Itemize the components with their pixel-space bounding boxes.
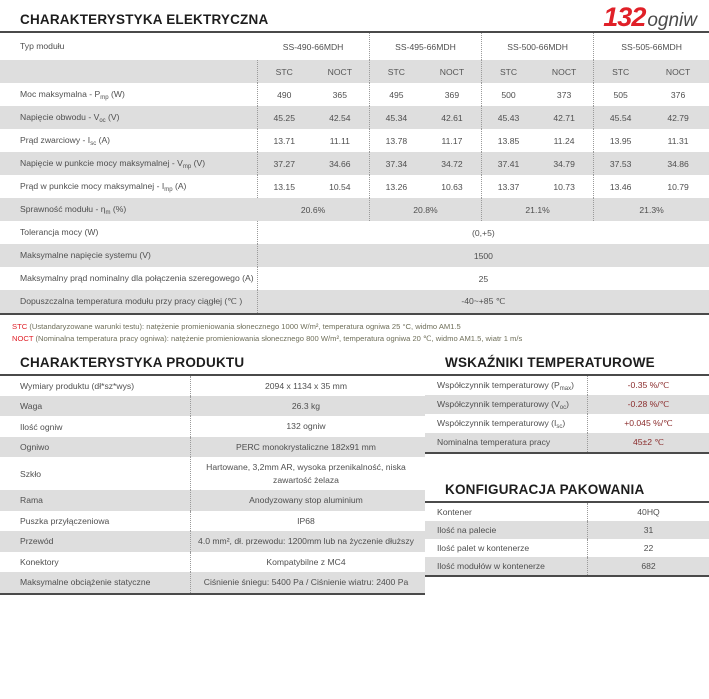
electrical-span-value: 25 (257, 267, 709, 290)
temperature-row-label: Współczynnik temperaturowy $(V_{oc})$ (425, 395, 588, 414)
efficiency-value: 21.1% (482, 198, 594, 221)
electrical-row-value: 45.54 (594, 106, 648, 129)
electrical-row (0, 175, 709, 198)
product-row-label: Puszka przyłączeniowa (0, 511, 191, 531)
electrical-row-value: 37.41 (482, 152, 536, 175)
temperature-row-label: Nominalna temperatura pracy (425, 433, 588, 452)
condition-header-noct: NOCT (423, 60, 482, 83)
packaging-row (425, 521, 709, 539)
product-row-value: Anodyzowany stop aluminium (191, 490, 426, 510)
electrical-span-row (0, 244, 709, 267)
electrical-row-value: 10.79 (647, 175, 709, 198)
packaging-row (425, 557, 709, 575)
product-row-value: 132 ogniw (191, 416, 426, 436)
footnote-stc-tag: STC (12, 322, 28, 331)
product-row-value: Kompatybilne z MC4 (191, 552, 426, 572)
efficiency-value: 20.8% (369, 198, 481, 221)
electrical-row-value: 505 (594, 83, 648, 106)
electrical-span-label: Maksymalne napięcie systemu (V) (0, 244, 257, 267)
right-column (425, 355, 709, 595)
electrical-row-value: 34.66 (311, 152, 370, 175)
condition-header-blank (0, 60, 257, 83)
electrical-row-label: Prąd w punkcie mocy maksymalnej - $I_{mp}$ (A) (0, 175, 257, 198)
packaging-row-value: 31 (588, 521, 709, 539)
electrical-span-value: (0,+5) (257, 221, 709, 244)
packaging-configuration-table (425, 503, 709, 575)
module-type-value: SS-500-66MDH (482, 33, 594, 60)
electrical-span-row (0, 290, 709, 313)
electrical-row-value: 500 (482, 83, 536, 106)
temperature-row-value: +0.045 %/℃ (588, 414, 709, 433)
temperature-row (425, 414, 709, 433)
electrical-row-value: 365 (311, 83, 370, 106)
product-section-title: CHARAKTERYSTYKA PRODUKTU (20, 354, 245, 370)
electrical-row-label: Napięcie obwodu - $V_{oc}$ (V) (0, 106, 257, 129)
product-row-label: Maksymalne obciążenie statyczne (0, 572, 191, 592)
packaging-row-label: Ilość na palecie (425, 521, 588, 539)
product-row (0, 416, 425, 436)
cell-count-number: 132 (603, 2, 646, 32)
electrical-row-value: 373 (535, 83, 594, 106)
electrical-row-value: 13.71 (257, 129, 311, 152)
product-row-label: Szkło (0, 457, 191, 490)
electrical-span-row (0, 267, 709, 290)
product-row-value: Ciśnienie śniegu: 5400 Pa / Ciśnienie wiatru: 2400 Pa (191, 572, 426, 592)
condition-header-stc: STC (257, 60, 311, 83)
module-type-label: Typ modułu (0, 33, 257, 60)
product-characteristics-table (0, 376, 425, 593)
electrical-section-title: CHARAKTERYSTYKA ELEKTRYCZNA (20, 12, 269, 27)
packaging-row-label: Kontener (425, 503, 588, 521)
product-row (0, 490, 425, 510)
footnote-noct-tag: NOCT (12, 333, 34, 343)
temperature-row (425, 395, 709, 414)
electrical-row-value: 42.71 (535, 106, 594, 129)
electrical-row-value: 10.73 (535, 175, 594, 198)
product-column (0, 355, 425, 595)
footnote-noct-text: (Nominalna temperatura pracy ogniwa): natężenie promieniowania słonecznego 800 W/m², temperatura ogniwa 20 ℃, widmo AM1.5, wiatr 1 m/s (35, 333, 523, 343)
packaging-row-label: Ilość modułów w kontenerze (425, 557, 588, 575)
electrical-row-value: 11.24 (535, 129, 594, 152)
footnote-stc (12, 321, 709, 333)
electrical-row-value: 10.54 (311, 175, 370, 198)
efficiency-label: Sprawność modułu - $\eta_m$ (%) (0, 198, 257, 221)
module-type-value: SS-505-66MDH (594, 33, 709, 60)
condition-header-noct: NOCT (647, 60, 709, 83)
footnote-noct (12, 333, 709, 345)
condition-header-stc: STC (482, 60, 536, 83)
electrical-row-value: 42.79 (647, 106, 709, 129)
electrical-row-value: 42.61 (423, 106, 482, 129)
electrical-row-value: 13.85 (482, 129, 536, 152)
electrical-span-row (0, 221, 709, 244)
module-type-row (0, 33, 709, 60)
electrical-row-value: 376 (647, 83, 709, 106)
electrical-row-value: 34.79 (535, 152, 594, 175)
packaging-bottom-rule (425, 575, 709, 577)
product-row (0, 376, 425, 396)
temperature-row (425, 433, 709, 452)
bottom-section (0, 355, 709, 595)
condition-header-stc: STC (369, 60, 423, 83)
efficiency-value: 20.6% (257, 198, 369, 221)
electrical-row-label: Moc maksymalna - $P_{mp}$ (W) (0, 83, 257, 106)
packaging-row (425, 539, 709, 557)
packaging-row-label: Ilość palet w kontenerze (425, 539, 588, 557)
module-type-value: SS-490-66MDH (257, 33, 369, 60)
temperature-row-label: Współczynnik temperaturowy $(I_{sc})$ (425, 414, 588, 433)
packaging-row-value: 40HQ (588, 503, 709, 521)
packaging-section-title: KONFIGURACJA PAKOWANIA (445, 481, 645, 497)
electrical-row-value: 13.95 (594, 129, 648, 152)
electrical-row-value: 34.86 (647, 152, 709, 175)
electrical-row-value: 42.54 (311, 106, 370, 129)
condition-header-noct: NOCT (535, 60, 594, 83)
product-row-label: Przewód (0, 531, 191, 551)
temperature-row-value: -0.28 %/℃ (588, 395, 709, 414)
electrical-row-label: Napięcie w punkcie mocy maksymalnej - $V_{mp}$ (V) (0, 152, 257, 175)
temperature-row (425, 376, 709, 395)
footnote-stc-text: (Ustandaryzowane warunki testu): natężenie promieniowania słonecznego 1000 W/m², temperatura ogniwa 25 °C, widmo AM1.5 (29, 322, 461, 331)
electrical-row-value: 45.25 (257, 106, 311, 129)
temperature-indicators-table (425, 376, 709, 452)
product-row-label: Wymiary produktu (dł*sz*wys) (0, 376, 191, 396)
electrical-row-value: 11.31 (647, 129, 709, 152)
temperature-row-value: -0.35 %/℃ (588, 376, 709, 395)
electrical-row-value: 13.46 (594, 175, 648, 198)
electrical-row (0, 106, 709, 129)
electrical-row-value: 13.78 (369, 129, 423, 152)
electrical-row-value: 37.53 (594, 152, 648, 175)
product-row (0, 396, 425, 416)
product-row-label: Ilość ogniw (0, 416, 191, 436)
electrical-row-value: 13.15 (257, 175, 311, 198)
electrical-row-value: 495 (369, 83, 423, 106)
temperature-row-value: 45±2 ℃ (588, 433, 709, 452)
product-row-value: 2094 x 1134 x 35 mm (191, 376, 426, 396)
electrical-row-value: 37.27 (257, 152, 311, 175)
condition-header-noct: NOCT (311, 60, 370, 83)
cell-count-word: ogniw (647, 10, 697, 31)
electrical-row-value: 490 (257, 83, 311, 106)
efficiency-row (0, 198, 709, 221)
product-row (0, 437, 425, 457)
electrical-span-label: Dopuszczalna temperatura modułu przy pracy ciągłej (℃ ) (0, 290, 257, 313)
condition-header-row (0, 60, 709, 83)
electrical-row (0, 152, 709, 175)
temperature-row-label: Współczynnik temperaturowy $(P_{max})$ (425, 376, 588, 395)
condition-header-stc: STC (594, 60, 648, 83)
electrical-row-value: 45.43 (482, 106, 536, 129)
electrical-row-value: 45.34 (369, 106, 423, 129)
electrical-row-value: 10.63 (423, 175, 482, 198)
product-row-value: Hartowane, 3,2mm AR, wysoka przenikalność, niska zawartość żelaza (191, 457, 426, 490)
electrical-characteristics-table (0, 33, 709, 313)
product-row-label: Konektory (0, 552, 191, 572)
temperature-section-title: WSKAŹNIKI TEMPERATUROWE (445, 354, 655, 370)
efficiency-value: 21.3% (594, 198, 709, 221)
product-row (0, 552, 425, 572)
packaging-row-value: 22 (588, 539, 709, 557)
electrical-row-value: 11.17 (423, 129, 482, 152)
cell-count-logo (603, 2, 697, 33)
product-row (0, 457, 425, 490)
electrical-span-value: -40~+85 ℃ (257, 290, 709, 313)
product-row-value: 4.0 mm², dł. przewodu: 1200mm lub na życzenie dłuższy (191, 531, 426, 551)
product-row-label: Ogniwo (0, 437, 191, 457)
electrical-footnotes (0, 315, 709, 345)
electrical-row-label: Prąd zwarciowy - $I_{sc}$ (A) (0, 129, 257, 152)
product-row-value: 26.3 kg (191, 396, 426, 416)
packaging-row-value: 682 (588, 557, 709, 575)
electrical-span-label: Maksymalny prąd nominalny dla połączenia szeregowego (A) (0, 267, 257, 290)
module-type-value: SS-495-66MDH (369, 33, 481, 60)
product-row (0, 572, 425, 592)
product-row (0, 531, 425, 551)
electrical-row-value: 369 (423, 83, 482, 106)
electrical-span-label: Tolerancja mocy (W) (0, 221, 257, 244)
product-row-value: PERC monokrystaliczne 182x91 mm (191, 437, 426, 457)
product-row-label: Waga (0, 396, 191, 416)
packaging-row (425, 503, 709, 521)
electrical-row-value: 37.34 (369, 152, 423, 175)
electrical-row-value: 13.37 (482, 175, 536, 198)
electrical-row-value: 34.72 (423, 152, 482, 175)
electrical-row (0, 129, 709, 152)
electrical-span-value: 1500 (257, 244, 709, 267)
product-row-value: IP68 (191, 511, 426, 531)
electrical-row (0, 83, 709, 106)
product-row-label: Rama (0, 490, 191, 510)
electrical-row-value: 11.11 (311, 129, 370, 152)
product-bottom-rule (0, 593, 425, 595)
product-row (0, 511, 425, 531)
electrical-row-value: 13.26 (369, 175, 423, 198)
